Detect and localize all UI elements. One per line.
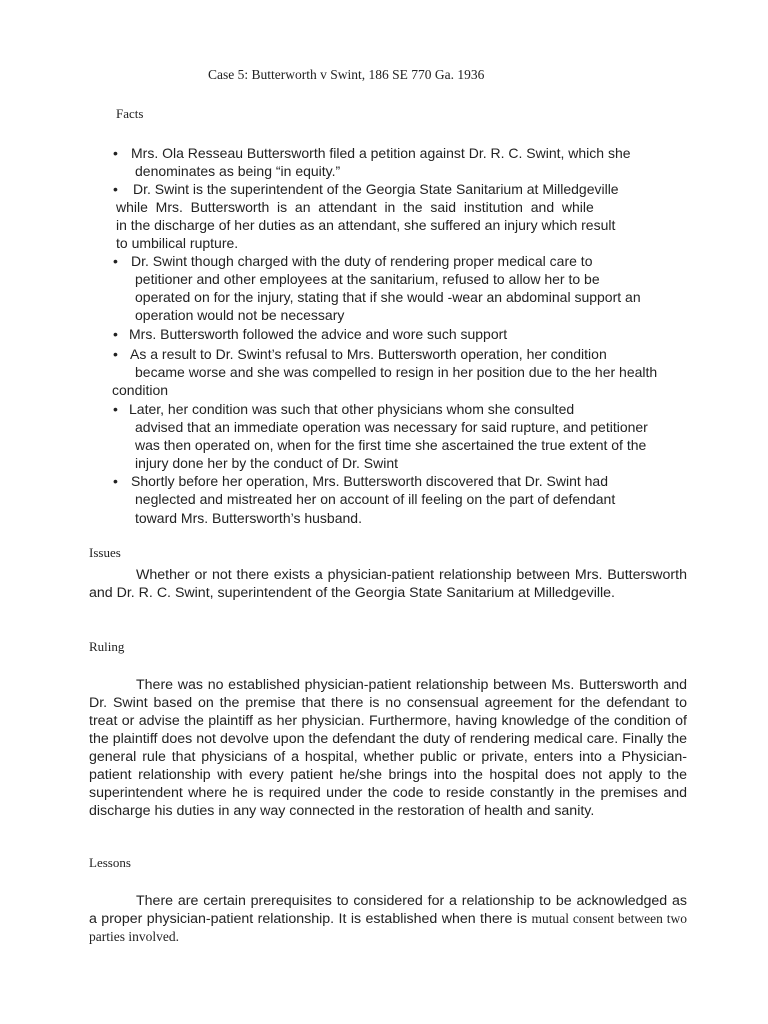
bullet-icon: • (113, 473, 118, 489)
fact-line: toward Mrs. Buttersworth’s husband. (135, 510, 362, 526)
fact-line: petitioner and other employees at the sanitarium, refused to allow her to be (135, 271, 600, 287)
lessons-paragraph (89, 892, 687, 946)
fact-line: Later, her condition was such that other physicians whom she consulted (129, 401, 575, 417)
fact-line: neglected and mistreated her on account of ill feeling on the part of defendant (135, 491, 616, 507)
bullet-icon: • (113, 253, 118, 269)
case-title: Case 5: Butterworth v Swint, 186 SE 770 Ga. 1936 (208, 67, 485, 82)
fact-line: Mrs. Buttersworth followed the advice and wore such support (129, 326, 508, 342)
fact-line: condition (112, 382, 169, 398)
bullet-icon: • (113, 145, 118, 161)
fact-line: denominates as being “in equity.” (135, 163, 341, 179)
bullet-icon: • (113, 346, 118, 362)
fact-line: while Mrs. Buttersworth is an attendant in the said institution and while (116, 199, 594, 215)
ruling-paragraph: There was no established physician-patient relationship between Ms. Buttersworth and Dr. Swint based on the premise that there is no consensual agreement for the defendant to treat or advise the plaintiff as her physician. Furthermore, having knowledge of the condition of the plaintiff does not devolve upon the defendant the duty of rendering medical care. Finally the general rule that physicians of a hospital, whether public or private, enters into a Physician-patient relationship with every patient he/she brings into the hospital does not apply to the superintendent where he is required under the code to reside constantly in the premises and discharge his duties in any way connected in the restoration of health and sanity. (89, 677, 687, 819)
fact-line: was then operated on, when for the first time she ascertained the true extent of the (135, 437, 647, 453)
lessons-text-serif: mutual consent between two parties involved. (89, 911, 687, 944)
lessons-text-sans: There are certain prerequisites to considered for a relationship to be acknowledged as a proper physician-patient relationship. It is established when there is (89, 893, 687, 927)
fact-line: injury done her by the conduct of Dr. Swint (135, 455, 399, 471)
bullet-icon: • (113, 181, 118, 197)
bullet-icon: • (113, 326, 118, 342)
fact-line: to umbilical rupture. (116, 235, 239, 251)
issues-paragraph: Whether or not there exists a physician-patient relationship between Mrs. Buttersworth and Dr. R. C. Swint, superintendent of the Georgia State Sanitarium at Milledgeville. (89, 567, 687, 601)
issues-heading: Issues (89, 545, 121, 560)
fact-line: operated on for the injury, stating that if she would -wear an abdominal support an (135, 289, 641, 305)
fact-line: advised that an immediate operation was necessary for said rupture, and petitioner (135, 419, 648, 435)
fact-line: Dr. Swint is the superintendent of the Georgia State Sanitarium at Milledgeville (133, 181, 619, 197)
fact-line: Shortly before her operation, Mrs. Buttersworth discovered that Dr. Swint had (131, 473, 609, 489)
ruling-heading: Ruling (89, 639, 125, 654)
fact-line: in the discharge of her duties as an attendant, she suffered an injury which result (116, 217, 616, 233)
fact-line: Mrs. Ola Resseau Buttersworth filed a petition against Dr. R. C. Swint, which she (131, 145, 631, 161)
fact-line: Dr. Swint though charged with the duty of rendering proper medical care to (131, 253, 593, 269)
facts-heading: Facts (116, 106, 144, 121)
lessons-heading: Lessons (89, 855, 131, 870)
bullet-icon: • (113, 401, 118, 417)
fact-line: became worse and she was compelled to resign in her position due to the her health (135, 364, 658, 380)
fact-line: As a result to Dr. Swint’s refusal to Mrs. Buttersworth operation, her condition (130, 346, 607, 362)
fact-line: operation would not be necessary (135, 307, 345, 323)
